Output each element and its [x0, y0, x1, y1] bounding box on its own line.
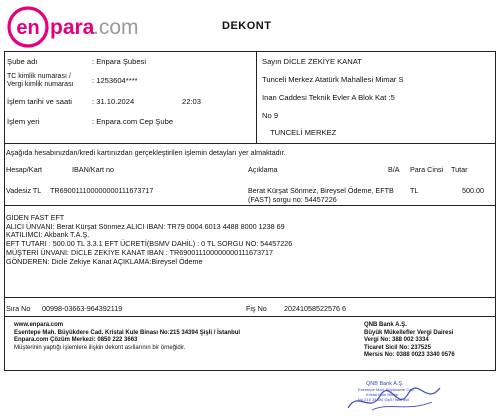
bank-stamp-signature: [328, 376, 458, 416]
footer-bank-contact: [14, 322, 240, 352]
detail-line: ALICI ÜNVANI: Berat Kürşat Sönmez ALICI IBAN: TR79 0004 6013 4488 8000 1238 69: [6, 221, 285, 231]
divider-line: [4, 316, 496, 317]
cell-description-2: (FAST) sorgu no: 54457226: [248, 195, 337, 204]
stamp-line: QNB Bank A.Ş.: [366, 381, 404, 387]
date-value: : 31.10.2024: [92, 97, 135, 106]
signature-icon: [372, 402, 432, 410]
footer-notice: Müşterinin yaptığı işlemlere ilişkin dekont asıllarının bir örneğidir.: [14, 344, 186, 351]
sira-label: Sıra No: [6, 304, 31, 313]
cell-amount: 500.00: [462, 186, 484, 195]
fis-label: Fiş No: [246, 304, 267, 313]
detail-line: GİDEN FAST EFT: [6, 213, 65, 222]
col-header-description: Açıklama: [248, 165, 278, 174]
divider-line: [4, 297, 496, 298]
customer-name: Sayın DİCLE ZEKİYE KANAT: [262, 57, 362, 66]
place-label: İşlem yeri: [7, 117, 40, 126]
transaction-notice: Aşağıda hesabınızdan/kredi kartınızdan gerçekleştirilen işlemin detayları yer almaktadır.: [6, 148, 286, 157]
footer-trade-no: Ticaret Sicil No: 237525: [364, 344, 431, 351]
enpara-logo: [4, 4, 144, 50]
footer-tax-no: Vergi No: 388 002 3334: [364, 337, 429, 344]
address-line-2: Inan Caddesi Teknik Evler A Blok Kat :5: [262, 93, 395, 102]
footer-bank-name: QNB Bank A.Ş.: [364, 322, 407, 328]
tc-label-1: TC kimlik numarası /: [7, 73, 71, 80]
footer-support-center: Enpara.com Çözüm Merkezi: 0850 222 3663: [14, 337, 138, 344]
col-header-iban: IBAN/Kart no: [72, 165, 114, 174]
date-label: İşlem tarihi ve saati: [7, 97, 72, 106]
tc-value: : 1253604****: [92, 76, 138, 85]
cell-account: Vadesiz TL: [6, 186, 42, 195]
transfer-details: [6, 214, 292, 266]
place-value: : Enpara.com Cep Şube: [92, 117, 174, 126]
footer-address: Esentepe Mah. Büyükdere Cad. Kristal Kule Binası No:215 34394 Şişli / İstanbul: [14, 329, 241, 336]
divider-line: [4, 205, 496, 206]
divider-line: [4, 143, 496, 144]
detail-line: MÜŞTERİ ÜNVANI: DİCLE ZEKİYE KANAT IBAN : TR690011100000000111673717: [6, 247, 273, 257]
cell-currency: TL: [410, 186, 419, 195]
divider-vertical: [256, 51, 257, 143]
document-title: DEKONT: [222, 20, 272, 32]
col-header-currency: Para Cinsi: [410, 165, 444, 174]
detail-line: GÖNDEREN: Dicle Zekiye Kanat AÇIKLAMA:Bireysel Ödeme: [6, 256, 203, 266]
address-line-3: No 9: [262, 111, 279, 120]
col-header-amount: Tutar: [451, 165, 468, 174]
stamp-line: No:215 34394 Şişli / İstanbul: [358, 397, 409, 402]
branch-label: Şube adı: [7, 57, 38, 66]
stamp-line: Kristal Kule Binası: [366, 392, 399, 397]
cell-ba: B: [389, 186, 394, 195]
col-header-ba: B/A: [388, 165, 400, 174]
footer-bank-registry: [364, 322, 455, 360]
branch-value: : Enpara Şubesi: [92, 57, 147, 66]
stamp-line: Esentepe Mah. Büyükdere Cad.: [358, 387, 415, 392]
time-value: 22:03: [182, 97, 202, 106]
detail-line: KATILIMCI: Akbank T.A.Ş.: [6, 230, 90, 240]
detail-line: EFT TUTARI : 500.00 TL 3.3.1 EFT ÜCRETİ(BSMV DAHİL) : 0 TL SORGU NO: 54457226: [6, 239, 293, 249]
col-header-account: Hesap/Kart: [6, 165, 42, 174]
logo-en-text: en: [16, 17, 40, 39]
footer-website: www.enpara.com: [14, 322, 64, 328]
address-line-1: Tunceli Merkez Atatürk Mahallesi Mimar S: [262, 75, 404, 84]
cell-description-1: Berat Kürşat Sönmez, Bireysel Ödeme, EFT: [248, 186, 390, 195]
tc-label-2: Vergi kimlik numarası: [7, 81, 74, 88]
cell-iban: TR690011100000000111673717: [50, 186, 154, 195]
logo-com-text: .com: [93, 16, 139, 39]
logo-para-text: para: [50, 16, 95, 39]
fis-value: 20241058522576 6: [284, 304, 346, 313]
sira-value: 00998-03663-964392119: [42, 304, 123, 313]
address-line-4: TUNCELİ MERKEZ: [270, 128, 337, 137]
footer-mersis-no: Mersis No: 0388 0023 3340 0576: [364, 352, 455, 359]
footer-tax-office: Büyük Mükellefler Vergi Dairesi: [364, 329, 454, 336]
